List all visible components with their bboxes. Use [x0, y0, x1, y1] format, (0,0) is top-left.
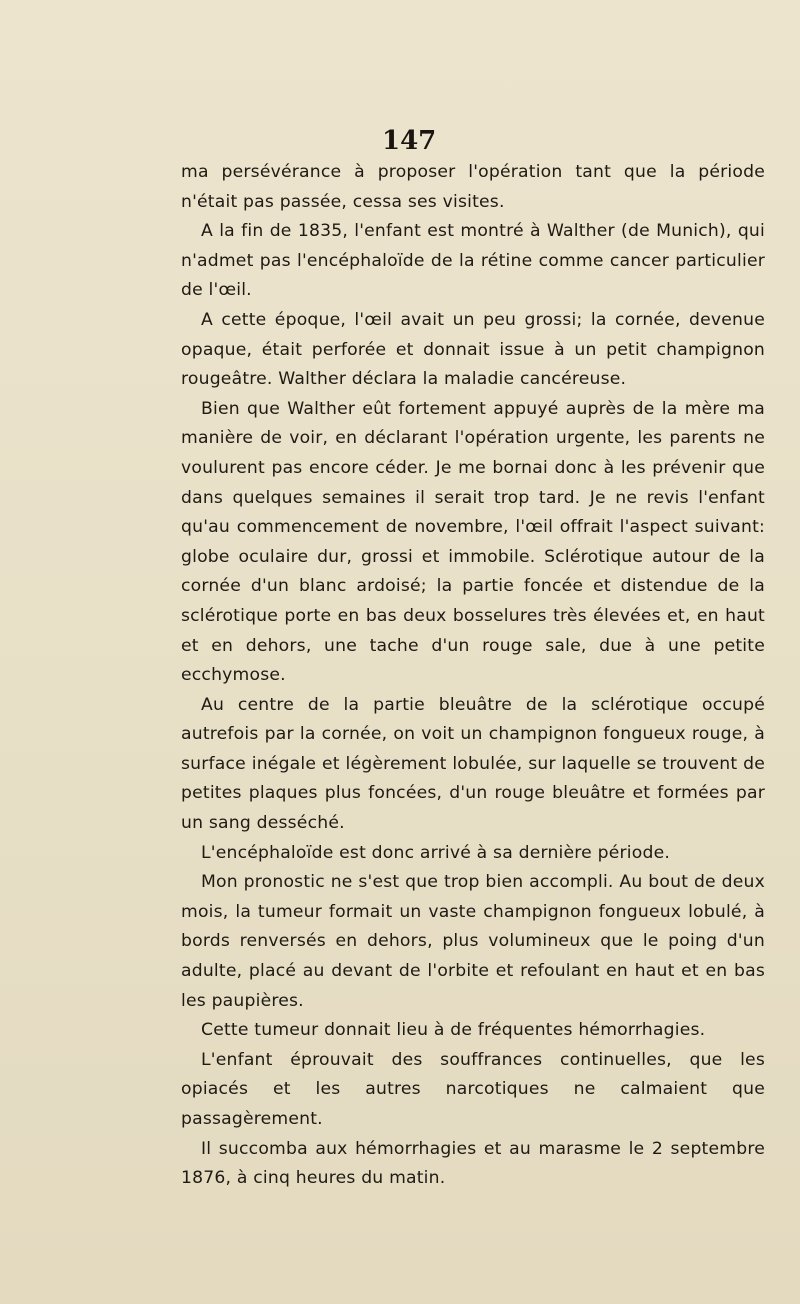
paragraph: A la fin de 1835, l'enfant est montré à Walther (de Munich), qui n'admet pas l'encéphaloïde de la rétine comme cancer particulier de l'œil.: [181, 221, 765, 301]
paragraph: ma persévérance à proposer l'opération tant que la période n'était pas passée, cessa ses visites.: [181, 162, 765, 212]
paragraph: Au centre de la partie bleuâtre de la sclérotique occupé autrefois par la cornée, on voit un champignon fongueux rouge, à surface inégale et légèrement lobulée, sur laquelle se trouvent de petites plaques plus foncées, d'un rouge bleuâtre et formées par un sang desséché.: [181, 694, 765, 834]
page-number: 147: [382, 126, 437, 156]
body-text: [181, 158, 765, 1194]
paragraph: Il succomba aux hémorrhagies et au marasme le 2 septembre 1876, à cinq heures du matin.: [181, 1138, 765, 1189]
paragraph: L'enfant éprouvait des souffrances continuelles, que les opiacés et les autres narcotiques ne calmaient que passagèrement.: [181, 1049, 765, 1129]
paragraph: Mon pronostic ne s'est que trop bien accompli. Au bout de deux mois, la tumeur formait un vaste champignon fongueux lobulé, à bords renversés en dehors, plus volumineux que le poing d'un adulte, placé au devant de l'orbite et refoulant en haut et en bas les paupières.: [181, 872, 765, 1011]
paragraph: A cette époque, l'œil avait un peu grossi; la cornée, devenue opaque, était perforée et donnait issue à un petit champignon rougeâtre. Walther déclara la maladie cancéreuse.: [181, 309, 765, 390]
paragraph: Bien que Walther eût fortement appuyé auprès de la mère ma manière de voir, en déclarant l'opération urgente, les parents ne voulurent pas encore céder. Je me bornai donc à les prévenir que dans quelques semaines il serait trop tard. Je ne revis l'enfant qu'au commencement de novembre, l'œil offrait l'aspect suivant: globe oculaire dur, grossi et immobile. Sclérotique autour de la cornée d'un blanc ardoisé; la partie foncée et distendue de la sclérotique porte en bas deux bosselures très élevées et, en haut et en dehors, une tache d'un rouge sale, due à une petite ecchymose.: [181, 398, 765, 686]
paragraph: L'encéphaloïde est donc arrivé à sa dernière période.: [201, 842, 671, 863]
paragraph: Cette tumeur donnait lieu à de fréquentes hémorrhagies.: [201, 1020, 706, 1041]
